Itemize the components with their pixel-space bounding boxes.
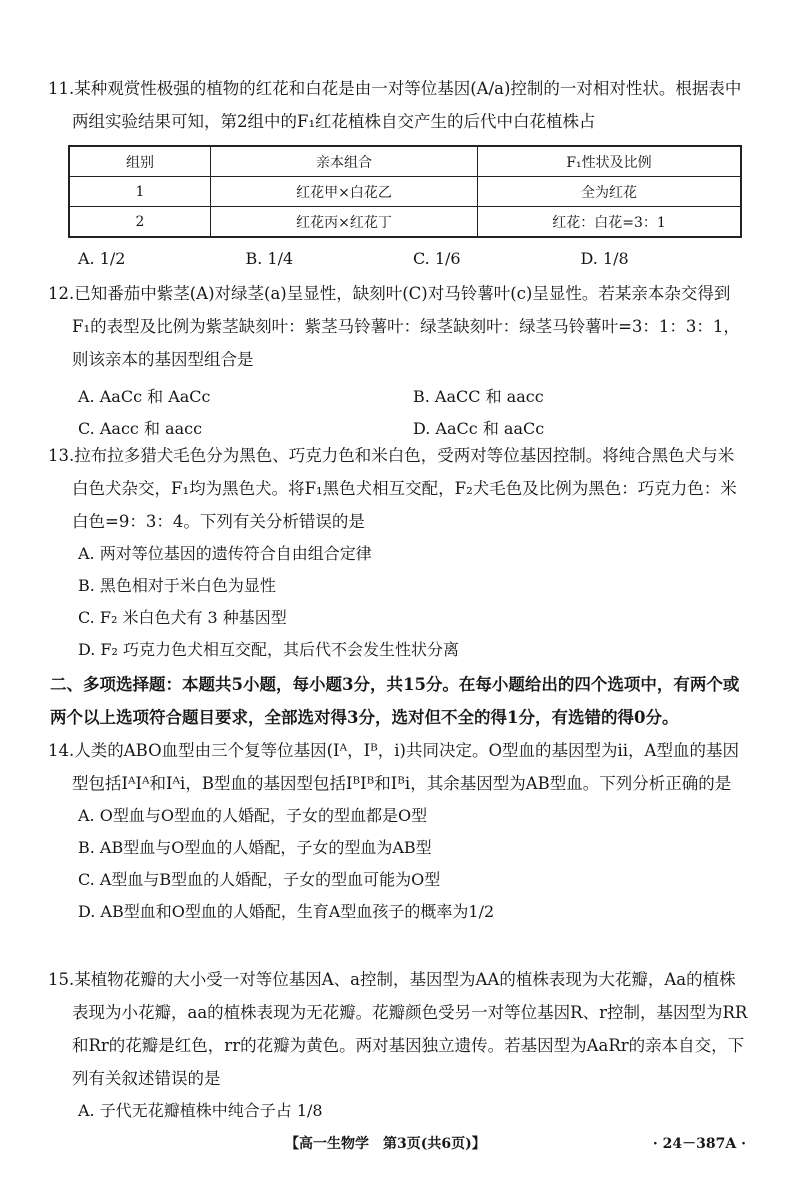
question-11 xyxy=(48,72,748,138)
option-a[interactable]: A. 子代无花瓣植株中纯合子占 1/8 xyxy=(78,1101,323,1120)
question-15-stem: 15.某植物花瓣的大小受一对等位基因A、a控制，基因型为AA的植株表现为大花瓣，Aa的植株表现为小花瓣，aa的植株表现为无花瓣。花瓣颜色受另一对等位基因R、r控制，基因型为RR和Rr的花瓣是红色，rr的花瓣为黄色。两对基因独立遗传。若基因型为AaRr的亲本自交，下列有关叙述错误的是 xyxy=(48,970,748,1088)
table-cell: 1 xyxy=(69,177,211,207)
option-a[interactable]: A. 1/2 xyxy=(78,248,126,268)
question-12 xyxy=(48,277,748,444)
option-b[interactable]: B. 黑色相对于米白色为显性 xyxy=(78,576,276,595)
question-11-options xyxy=(48,243,748,273)
question-11-table xyxy=(68,145,742,238)
option-a[interactable]: A. O型血与O型血的人婚配，子女的型血都是O型 xyxy=(78,806,428,825)
question-13-stem: 13.拉布拉多猎犬毛色分为黑色、巧克力色和米白色，受两对等位基因控制。将纯合黑色犬与米白色犬杂交，F₁均为黑色犬。将F₁黑色犬相互交配，F₂犬毛色及比例为黑色：巧克力色：米白色=9：3：4。下列有关分析错误的是 xyxy=(48,446,737,531)
question-15 xyxy=(48,963,748,1127)
table-header-row xyxy=(69,146,741,177)
question-13 xyxy=(48,439,748,666)
option-d[interactable]: D. 1/8 xyxy=(580,248,629,268)
question-14 xyxy=(48,734,748,928)
table-cell: 红花甲×白花乙 xyxy=(211,177,478,207)
table-cell: 红花丙×红花丁 xyxy=(211,207,478,238)
table-header-cell: F₁性状及比例 xyxy=(478,146,742,177)
option-a[interactable]: A. AaCc 和 AaCc xyxy=(78,386,211,406)
option-a[interactable]: A. 两对等位基因的遗传符合自由组合定律 xyxy=(78,544,372,563)
question-14-stem: 14.人类的ABO血型由三个复等位基因(Iᴬ，Iᴮ，i)共同决定。O型血的基因型为ii，A型血的基因型包括IᴬIᴬ和Iᴬi，B型血的基因型包括IᴮIᴮ和Iᴮi，其余基因型为AB型血。下列分析正确的是 xyxy=(48,741,739,793)
footer-code: · 24－387A · xyxy=(652,1136,746,1152)
table-header-cell: 组别 xyxy=(69,146,211,177)
footer-title: 【高一生物学 第3页(共6页)】 xyxy=(285,1136,486,1152)
table-header-cell: 亲本组合 xyxy=(211,146,478,177)
section-heading: 二、多项选择题：本题共5小题，每小题3分，共15分。在每小题给出的四个选项中，有两个或两个以上选项符合题目要求，全部选对得3分，选对但不全的得1分，有选错的得0分。 xyxy=(50,675,740,727)
table-cell: 全为红花 xyxy=(478,177,742,207)
option-c[interactable]: C. F₂ 米白色犬有 3 种基因型 xyxy=(78,608,287,627)
table-cell: 2 xyxy=(69,207,211,238)
option-c[interactable]: C. 1/6 xyxy=(413,248,461,268)
option-d[interactable]: D. AaCc 和 aaCc xyxy=(413,418,545,438)
option-b[interactable]: B. AaCC 和 aacc xyxy=(413,386,544,406)
option-c[interactable]: C. A型血与B型血的人婚配，子女的型血可能为O型 xyxy=(78,870,441,889)
option-b[interactable]: B. 1/4 xyxy=(245,248,294,268)
question-12-stem: 12.已知番茄中紫茎(A)对绿茎(a)呈显性，缺刻叶(C)对马铃薯叶(c)呈显性。若某亲本杂交得到F₁的表型及比例为紫茎缺刻叶：紫茎马铃薯叶：绿茎缺刻叶：绿茎马铃薯叶=3：1：3：1，则该亲本的基因型组合是 xyxy=(48,284,740,369)
option-d[interactable]: D. AB型血和O型血的人婚配，生育A型血孩子的概率为1/2 xyxy=(78,902,495,921)
table-row xyxy=(69,177,741,207)
option-c[interactable]: C. Aacc 和 aacc xyxy=(78,418,203,438)
option-d[interactable]: D. F₂ 巧克力色犬相互交配，其后代不会发生性状分离 xyxy=(78,640,460,659)
option-b[interactable]: B. AB型血与O型血的人婚配，子女的型血为AB型 xyxy=(78,838,432,857)
table-row xyxy=(69,207,741,238)
table-cell: 红花：白花=3：1 xyxy=(478,207,742,238)
question-11-stem: 11.某种观赏性极强的植物的红花和白花是由一对等位基因(A/a)控制的一对相对性状。根据表中两组实验结果可知，第2组中的F₁红花植株自交产生的后代中白花植株占 xyxy=(48,79,742,131)
